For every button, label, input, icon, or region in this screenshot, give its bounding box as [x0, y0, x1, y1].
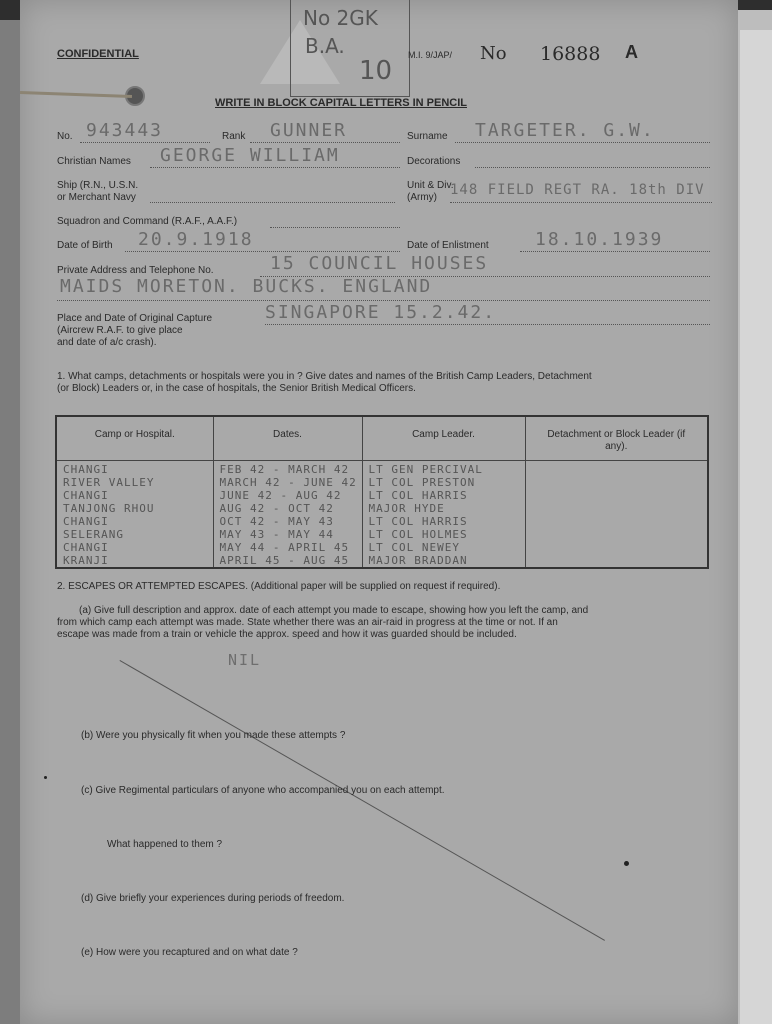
field-capture-label-2: (Aircrew R.A.F. to give place — [57, 325, 183, 336]
field-surname-value: TARGETER. G.W. — [475, 120, 655, 141]
question-2d: (d) Give briefly your experiences during periods of freedom. — [81, 893, 345, 904]
question-1-line-2: (or Block) Leaders or, in the case of hospitals, the Senior British Medical Officers. — [57, 383, 416, 394]
stamp-line-1: No 2GK — [303, 6, 378, 30]
field-ship-label-1: Ship (R.N., U.S.N. — [57, 180, 139, 191]
field-christian-label: Christian Names — [57, 156, 131, 167]
date-entry: OCT 42 - MAY 43 — [219, 514, 334, 528]
question-2a-line-1: (a) Give full description and approx. date of each attempt you made to escape, showing how you left the camp, and — [79, 605, 589, 616]
leader-cell — [362, 460, 525, 568]
detachment-cell — [525, 460, 708, 568]
field-christian-line — [150, 167, 400, 168]
camp-entry: CHANGI — [63, 540, 109, 554]
field-surname-label: Surname — [407, 131, 448, 142]
camp-entry: SELERANG — [63, 527, 124, 541]
question-2a-line-3: escape was made from a train or vehicle the approx. speed and how it was guarded should be included. — [57, 629, 517, 640]
camp-entry: KRANJI — [63, 553, 109, 567]
field-address-line-2 — [57, 300, 710, 301]
form-suffix: A — [625, 42, 638, 62]
leader-entry: LT COL PRESTON — [368, 475, 476, 489]
table-header-row — [56, 416, 708, 460]
leader-entry: LT COL HOLMES — [368, 527, 468, 541]
field-no-line — [80, 142, 210, 143]
question-2c: (c) Give Regimental particulars of anyone who accompanied you on each attempt. — [81, 785, 445, 796]
leader-entry: LT COL HARRIS — [368, 488, 468, 502]
field-dob-value: 20.9.1918 — [138, 229, 254, 250]
camp-entry: RIVER VALLEY — [63, 475, 155, 489]
field-address-label: Private Address and Telephone No. — [57, 265, 214, 276]
field-decorations-line — [475, 167, 710, 168]
leader-entry: LT COL HARRIS — [368, 514, 468, 528]
field-address-value-1: 15 COUNCIL HOUSES — [270, 253, 489, 274]
field-unit-label-1: Unit & Div. — [407, 180, 454, 191]
field-no-label: No. — [57, 131, 73, 142]
field-squadron-line — [270, 227, 400, 228]
reference-stamp — [290, 0, 410, 97]
question-2-title: 2. ESCAPES OR ATTEMPTED ESCAPES. (Additional paper will be supplied on request if required). — [57, 581, 501, 592]
field-no-value: 943443 — [86, 120, 164, 141]
leader-entry: MAJOR HYDE — [368, 501, 445, 515]
form-instruction: WRITE IN BLOCK CAPITAL LETTERS IN PENCIL — [215, 97, 467, 109]
leader-entry: LT COL NEWEY — [368, 540, 460, 554]
camp-entry: CHANGI — [63, 514, 109, 528]
date-entry: AUG 42 - OCT 42 — [219, 501, 334, 515]
field-squadron-label: Squadron and Command (R.A.F., A.A.F.) — [57, 216, 238, 227]
field-capture-label-3: and date of a/c crash). — [57, 337, 157, 348]
field-enlist-label: Date of Enlistment — [407, 240, 489, 251]
column-header-leader: Camp Leader. — [362, 416, 525, 460]
date-entry: JUNE 42 - AUG 42 — [219, 488, 342, 502]
question-2b: (b) Were you physically fit when you made these attempts ? — [81, 730, 346, 741]
field-surname-line — [455, 142, 710, 143]
question-2a-answer: NIL — [228, 651, 262, 669]
ink-spot — [624, 861, 629, 866]
field-rank-label: Rank — [222, 131, 246, 142]
dates-cell — [213, 460, 362, 568]
field-rank-line — [250, 142, 400, 143]
field-dob-label: Date of Birth — [57, 240, 113, 251]
number-label: No — [480, 43, 507, 64]
field-enlist-line — [520, 251, 710, 252]
question-2a-line-2: from which camp each attempt was made. State whether there was an air-raid in progress at the time or not. If an — [57, 617, 558, 628]
field-address-value-2: MAIDS MORETON. BUCKS. ENGLAND — [60, 276, 433, 297]
tag-string — [20, 91, 132, 98]
confidential-label: CONFIDENTIAL — [57, 48, 139, 60]
form-reference: M.I. 9/JAP/ — [408, 50, 453, 60]
field-enlist-value: 18.10.1939 — [535, 229, 664, 250]
leader-entry: MAJOR BRADDAN — [368, 553, 468, 567]
field-christian-value: GEORGE WILLIAM — [160, 145, 340, 166]
date-entry: APRIL 45 - AUG 45 — [219, 553, 350, 567]
leader-entry: LT GEN PERCIVAL — [368, 462, 483, 476]
camps-table — [55, 415, 709, 569]
field-capture-label-1: Place and Date of Original Capture — [57, 313, 213, 324]
question-1-line-1: 1. What camps, detachments or hospitals were you in ? Give dates and names of the British Camp Leaders, Detachment — [57, 371, 592, 382]
field-decorations-label: Decorations — [407, 156, 461, 167]
field-dob-line — [125, 251, 400, 252]
table-row — [56, 460, 708, 568]
field-unit-value: 148 FIELD REGT RA. 18th DIV — [450, 182, 705, 198]
column-header-detachment: Detachment or Block Leader (if any). — [525, 416, 708, 460]
question-2e: (e) How were you recaptured and on what date ? — [81, 947, 298, 958]
field-rank-value: GUNNER — [270, 120, 348, 141]
ink-spot-2 — [44, 776, 47, 779]
camp-entry: TANJONG RHOU — [63, 501, 155, 515]
stamp-line-3: 10 — [359, 56, 393, 86]
field-capture-value: SINGAPORE 15.2.42. — [265, 302, 497, 323]
form-number: 16888 — [540, 43, 601, 65]
column-header-dates: Dates. — [213, 416, 362, 460]
camp-entry: CHANGI — [63, 488, 109, 502]
date-entry: MAY 44 - APRIL 45 — [219, 540, 350, 554]
right-edge-sheet-2 — [740, 30, 772, 1024]
date-entry: MAY 43 - MAY 44 — [219, 527, 334, 541]
camp-cell — [56, 460, 213, 568]
date-entry: MARCH 42 - JUNE 42 — [219, 475, 357, 489]
field-unit-line — [450, 202, 712, 203]
question-2c-follow-up: What happened to them ? — [107, 839, 223, 850]
camp-entry: CHANGI — [63, 462, 109, 476]
field-unit-label-2: (Army) — [407, 192, 437, 203]
date-entry: FEB 42 - MARCH 42 — [219, 462, 350, 476]
column-header-camp: Camp or Hospital. — [56, 416, 213, 460]
field-ship-line — [150, 202, 395, 203]
field-capture-line — [265, 324, 710, 325]
field-ship-label-2: or Merchant Navy — [57, 192, 136, 203]
stamp-line-2: B.A. — [305, 34, 345, 58]
